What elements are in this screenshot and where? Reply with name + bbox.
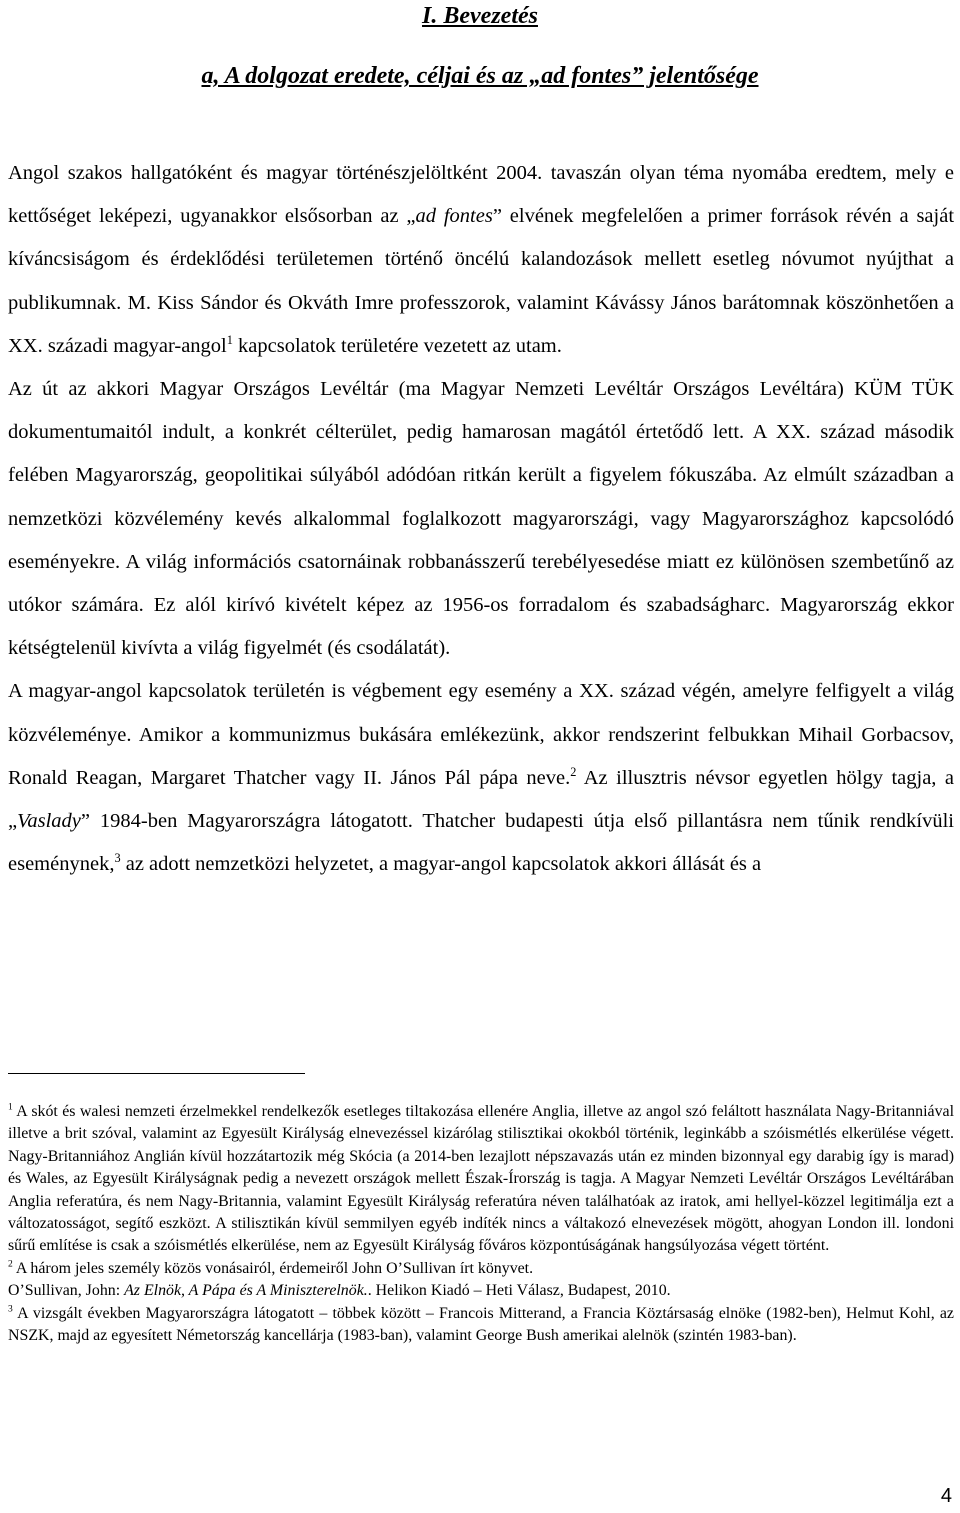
footnote-ref-2: 2 [570, 765, 577, 780]
footnotes [8, 1101, 954, 1347]
footnote-2-text: A három jeles személy közös vonásairól, érdemeiről John O’Sullivan írt könyvet. [12, 1259, 534, 1277]
footnote-2 [8, 1258, 954, 1280]
paragraph-1 [8, 152, 954, 368]
vaslady-emphasis: Vaslady [17, 810, 81, 833]
footnote-2-source-publisher: . Helikon Kiadó – Heti Válasz, Budapest, 2010. [367, 1282, 671, 1300]
footnote-2-source-author: O’Sullivan, John: [8, 1282, 125, 1300]
paragraph-3-text-d: az adott nemzetközi helyzetet, a magyar-angol kapcsolatok akkori állását és a [120, 853, 762, 876]
footnote-separator [8, 1073, 305, 1074]
paragraph-1-text-c: kapcsolatok területére vezetett az utam. [232, 334, 562, 357]
footnote-2-source-title: Az Elnök, A Pápa és A Miniszterelnök. [124, 1282, 368, 1300]
footnote-1 [8, 1101, 954, 1258]
section-heading: a, A dolgozat eredete, céljai és az „ad fontes” jelentősége [201, 63, 759, 89]
paragraph-3-text-a: A magyar-angol kapcsolatok területén is végbement egy esemény a XX. század végén, amelyre felfigyelt a világ közvéleménye. Amikor a kommunizmus bukására emlékezünk, akkor rendszerint felbukkan Mihail Gorbacsov, Ronald Reagan, Margaret Thatcher vagy II. János Pál pápa neve. [8, 680, 954, 789]
footnote-ref-1: 1 [226, 332, 233, 347]
paragraph-2: Az út az akkori Magyar Országos Levéltár (ma Magyar Nemzeti Levéltár Országos Levéltára) KÜM TÜK dokumentumaitól indult, a konkrét célterület, pedig hamarosan magától értetődő lett. A XX. század második felében Magyarország, geopolitikai súlyából adódóan ritkán került a figyelem fókuszába. Az elmúlt században a nemzetközi közvélemény kevés alkalommal foglalkozott magyarországi, vagy Magyarországhoz kapcsolódó eseményekre. A világ információs csatornáinak robbanásszerű terebélyesedése miatt ez különösen szembetűnő az utókor számára. Ez alól kirívó kivételt képez az 1956-os forradalom és szabadságharc. Magyarország ekkor kétségtelenül kivívta a világ figyelmét (és csodálatát). [8, 378, 954, 660]
footnote-3 [8, 1303, 954, 1348]
paragraph-1-text-a: Angol szakos hallgatóként és magyar történészjelöltként 2004. tavaszán olyan téma nyomába eredtem, mely e kettőséget leképezi, ugyanakkor elsősorban az „ [8, 162, 954, 228]
footnote-3-number: 3 [8, 1303, 13, 1315]
footnote-1-number: 1 [8, 1101, 13, 1113]
footnote-2-source [8, 1280, 954, 1302]
paragraph-3-text-b: Az illusztris névsor egyetlen hölgy tagja, a „ [8, 766, 954, 833]
page-number: 4 [940, 1485, 952, 1507]
chapter-heading: I. Bevezetés [422, 3, 538, 29]
footnote-1-text: A skót és walesi nemzeti érzelmekkel rendelkezők esetleges tiltakozása ellenére Anglia, illetve az angol szó feláltott használata Nagy-Britanniával illetve a brit szóval, valamint az Egyesült Királyság elnevezéssel kizárólag stilisztikai okokból történik, leginkább a szóismétlés elkerülése végett. Nagy-Britanniához Anglián kívül hozzátartozik még Skócia (a 2014-ben lezajlott népszavazás után ez minden bizonnyal egy darabig így is marad) és Wales, az Egyesült Királyságnak pedig a nevezett országok mellett Észak-Írország is tagja. A Magyar Nemzeti Levéltár Országos Levéltárában Anglia referatúra, és nem Nagy-Britannia, valamint Egyesült Királyság referatúra néven találhatóak az iratok, ami hellyel-közzel legitimálja ezt a változatosságot, segítő eszközt. A stilisztikán kívül semmilyen egyéb indíték nincs a váltakozó elnevezések mögött, ahogyan London ill. londoni sűrű említése is csak a szóismétlés elkerülése, nem az Egyesült Királyság főváros központúságának hangsúlyozása végett történt. [8, 1103, 954, 1255]
ad-fontes-emphasis: ad fontes [415, 205, 493, 228]
paragraph-3 [8, 670, 954, 886]
footnote-3-text: A vizsgált években Magyarországra látogatott – többek között – Francois Mitterand, a Francia Köztársaság elnöke (1982-ben), Helmut Kohl, az NSZK, majd az egyesített Németország kancellárja (1983-ban), valamint George Bush amerikai alelnök (szintén 1983-ban). [8, 1304, 954, 1345]
paragraph-3-text-c: ” 1984-ben Magyarországra látogatott. Thatcher budapesti útja első pillantásra nem tűnik rendkívüli eseménynek, [8, 810, 954, 876]
body-text [8, 152, 954, 886]
footnote-ref-3: 3 [114, 851, 121, 866]
paragraph-1-text-b: ” elvének megfelelően a primer források révén a saját kíváncsiságom és érdeklődési területemen történő öncélú kalandozások mellett esetleg nóvumot nyújthat a publikumnak. M. Kiss Sándor és Okváth Imre professzorok, valamint Kávássy János barátomnak köszönhetően a XX. századi magyar-angol [8, 205, 955, 357]
footnote-2-number: 2 [8, 1258, 13, 1270]
